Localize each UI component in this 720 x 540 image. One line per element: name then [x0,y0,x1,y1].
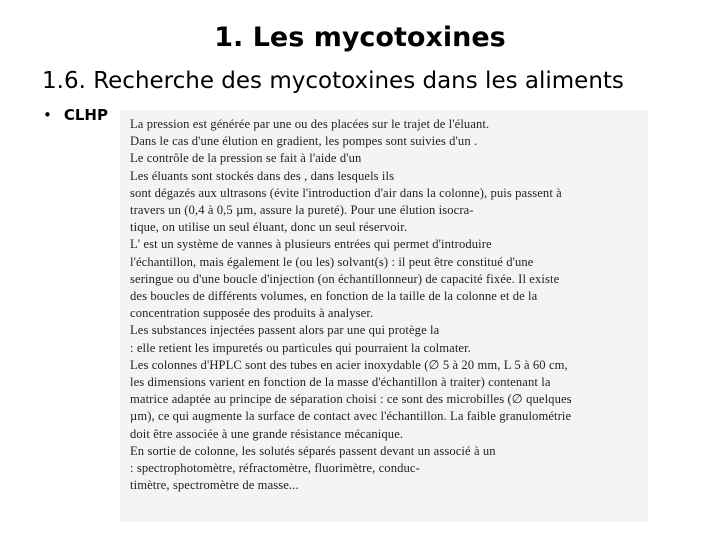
scan-line: Le contrôle de la pression se fait à l'aide d'un [130,151,362,166]
scan-line: doit être associée à une grande résistance mécanique. [130,426,404,441]
scanned-text-image [120,110,648,522]
scan-line: : spectrophotomètre, réfractomètre, fluorimètre, conduc- [130,461,420,476]
scan-line: concentration supposée des produits à analyser. [130,306,374,321]
bullet-item [43,106,108,124]
bullet-label: CLHP [63,106,108,124]
scan-line: Les colonnes d'HPLC sont des tubes en acier inoxydable (∅ 5 à 20 mm, L 5 à 60 cm, [130,357,568,372]
scan-line: Les éluants sont stockés dans des , dans lesquels ils [130,168,395,183]
bullet-marker: • [43,106,52,124]
scan-line: les dimensions varient en fonction de la masse d'échantillon à traiter) contenant la [130,375,551,390]
scan-line: matrice adaptée au principe de séparation choisi : ce sont des microbilles (∅ quelques [130,392,572,407]
scan-line: µm), ce qui augmente la surface de contact avec l'échantillon. La faible granulométrie [130,409,572,424]
slide-title: 1. Les mycotoxines [214,22,506,53]
scan-line: Les substances injectées passent alors par une qui protège la [130,323,440,338]
scan-line: Dans le cas d'une élution en gradient, les pompes sont suivies d'un . [130,134,478,149]
scan-line: sont dégazés aux ultrasons (évite l'introduction d'air dans la colonne), puis passent à [130,185,562,200]
scan-line: tique, on utilise un seul éluant, donc un seul réservoir. [130,220,408,235]
scan-line: des boucles de différents volumes, en fonction de la taille de la colonne et de la [130,289,538,304]
scan-line: timètre, spectromètre de masse... [130,478,299,493]
scan-line: La pression est générée par une ou des placées sur le trajet de l'éluant. [130,117,490,131]
scan-line: L' est un système de vannes à plusieurs entrées qui permet d'introduire [130,237,492,252]
scan-line: En sortie de colonne, les solutés séparés passent devant un associé à un [130,443,496,458]
scanned-text-lines [120,110,648,494]
scan-line: : elle retient les impuretés ou particules qui pourraient la colmater. [130,340,471,355]
scan-line: travers un (0,4 à 0,5 µm, assure la pureté). Pour une élution isocra- [130,203,474,218]
slide-subtitle: 1.6. Recherche des mycotoxines dans les aliments [42,68,624,94]
scan-line: seringue ou d'une boucle d'injection (on échantillonneur) de capacité fixée. Il existe [130,271,560,286]
scan-line: l'échantillon, mais également le (ou les) solvant(s) : il peut être constitué d'une [130,254,534,269]
